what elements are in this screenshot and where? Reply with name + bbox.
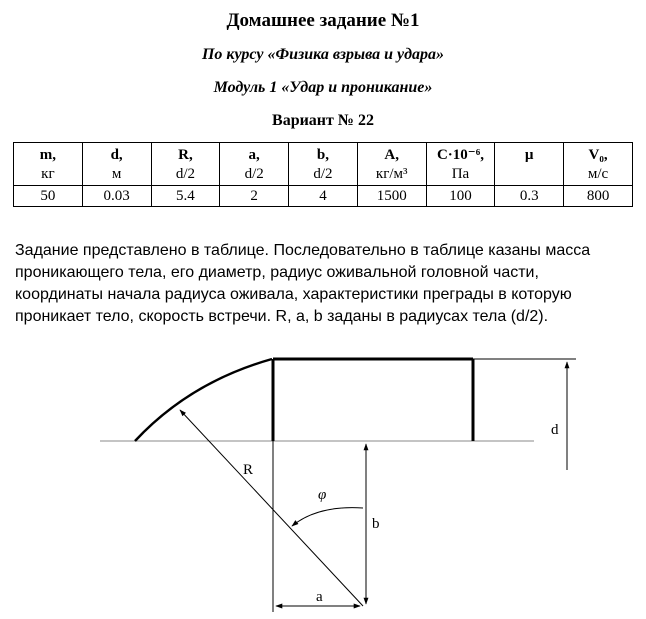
cell-c: 100 [426,186,495,207]
description-line: проникающего тела, его диаметр, радиус оживальной головной части, [15,264,539,281]
phi-label: φ [318,487,327,503]
col-unit: кг [41,166,55,182]
col-unit: d/2 [175,166,195,182]
cell-m: 50 [14,186,83,207]
col-unit: d/2 [313,166,333,182]
module-subtitle: Модуль 1 «Удар и проникание» [213,79,433,96]
variant-heading: Вариант № 22 [272,112,374,129]
cell-d: 0.03 [82,186,151,207]
r-label: R [243,462,254,478]
col-symbol: b, [316,147,329,163]
col-symbol: a, [248,147,260,163]
col-unit: м/с [587,166,609,182]
course-subtitle: По курсу «Физика взрыва и удара» [201,46,445,63]
col-unit: Па [451,166,470,182]
cell-v0: 800 [564,186,633,207]
col-unit: кг/м³ [375,166,408,182]
b-label: b [372,516,380,532]
col-symbol: m, [39,147,56,163]
page-title: Домашнее задание №1 [226,10,420,31]
description-line: проникает тело, скорость встречи. R, a, b заданы в радиусах тела (d/2). [15,308,549,325]
col-unit: d/2 [244,166,264,182]
description-line: Задание представлено в таблице. Последовательно в таблице казаны масса [15,242,591,259]
cell-r: 5.4 [151,186,220,207]
cell-b: 4 [289,186,358,207]
cell-mu: 0.3 [495,186,564,207]
phi-angle-arc [292,508,363,526]
col-symbol: A, [384,147,399,163]
a-label: a [316,589,323,605]
ogive-arc [135,359,272,441]
col-symbol: d, [110,147,123,163]
col-symbol: V₀, [588,147,608,163]
cell-A: 1500 [357,186,426,207]
col-symbol: C·10⁻⁶, [436,147,484,163]
col-symbol: µ [524,147,534,163]
col-symbol: R, [178,147,193,163]
d-label: d [551,422,559,438]
description-line: координаты начала радиуса оживала, характеристики преграды в которую [15,286,572,303]
col-unit: м [111,166,122,182]
cell-a: 2 [220,186,289,207]
